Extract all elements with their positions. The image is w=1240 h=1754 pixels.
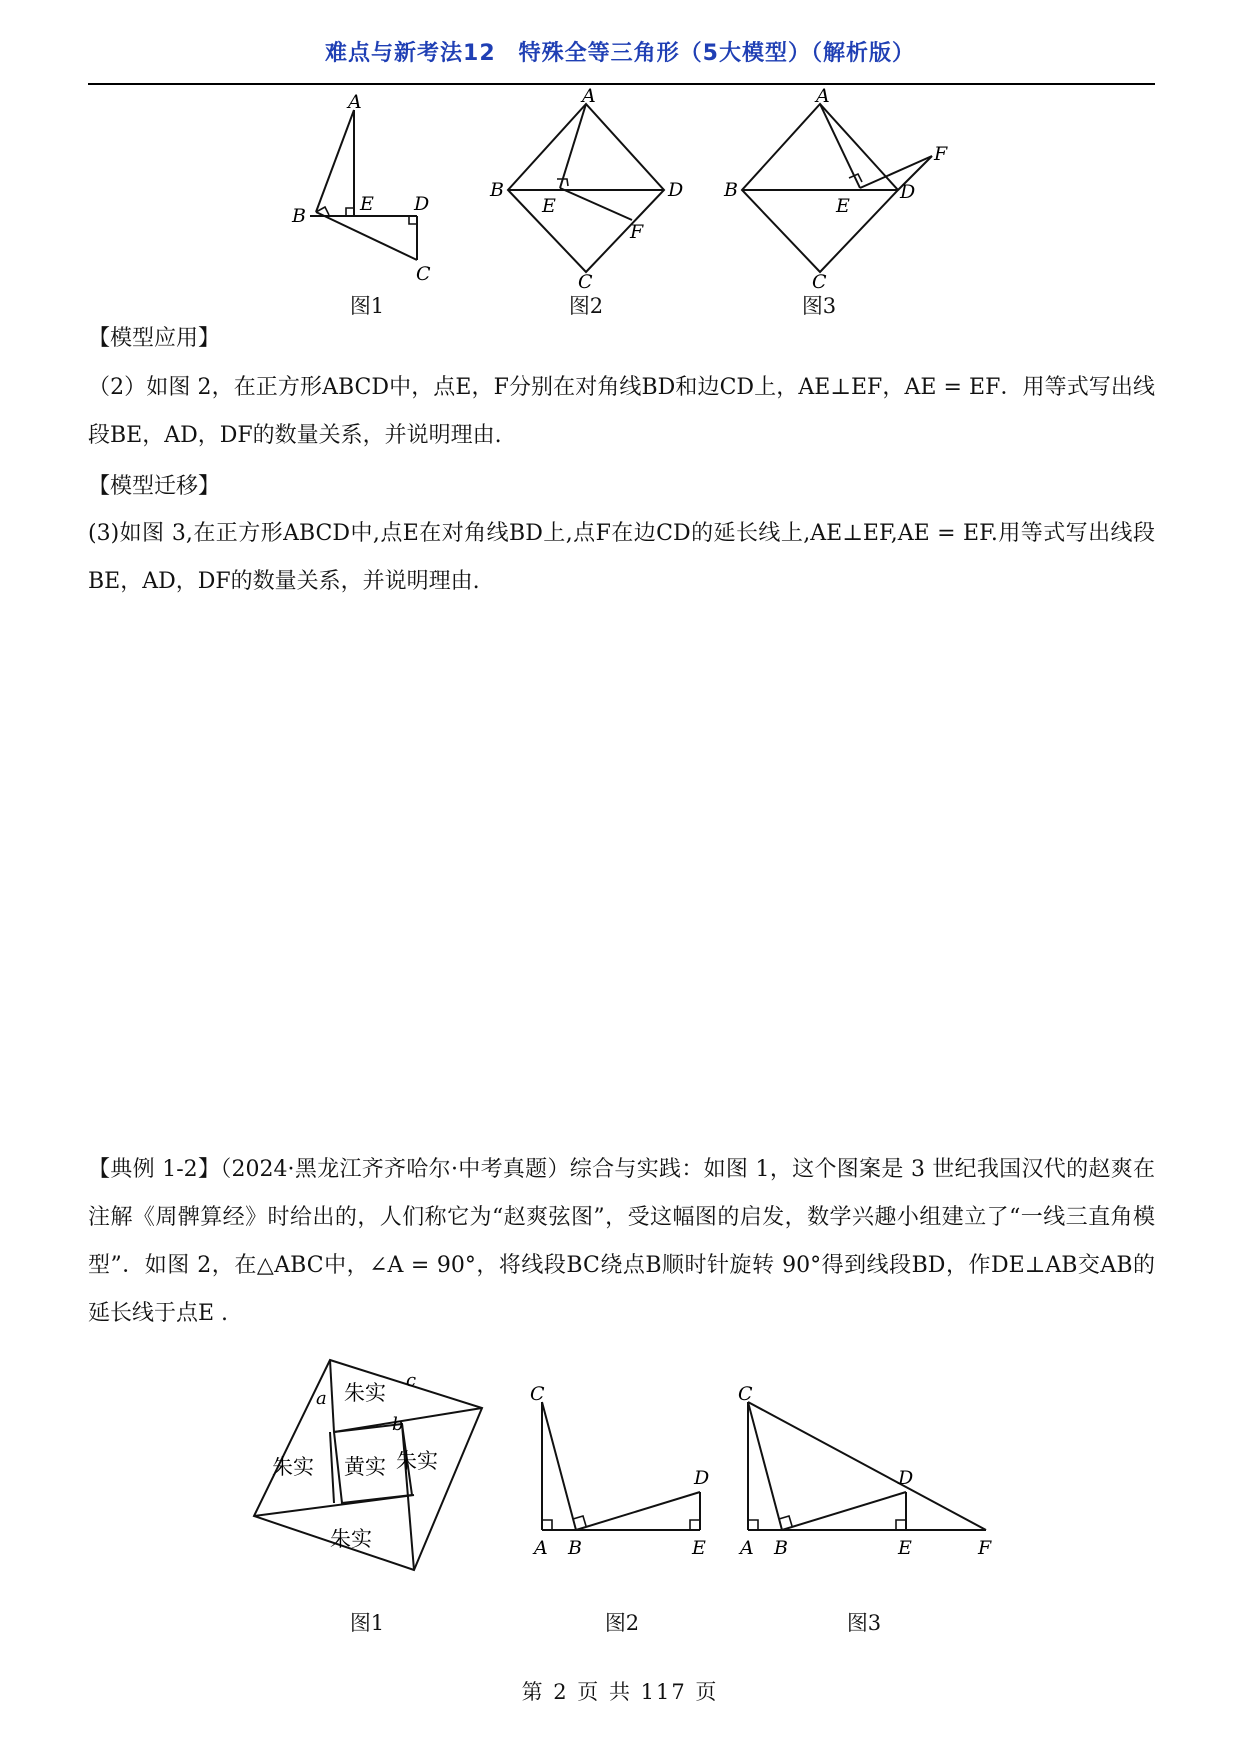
bottom-figure-3	[730, 1380, 1000, 1560]
label-b: b	[392, 1414, 404, 1435]
top-figure-2-diagram	[480, 85, 684, 293]
zhu-shi-top: 朱实	[344, 1381, 386, 1405]
top-figure-1-diagram	[280, 91, 450, 285]
label-D: D	[668, 179, 684, 201]
label-C: C	[812, 271, 827, 293]
label-D: D	[898, 1467, 914, 1489]
section-heading-model-transfer: 【模型迁移】	[88, 474, 221, 499]
label-B: B	[724, 179, 738, 201]
bottom-figure-1-caption: 图1	[349, 1611, 385, 1635]
label-B: B	[490, 179, 504, 201]
label-B: B	[774, 1537, 788, 1559]
label-A: A	[816, 85, 830, 107]
label-C: C	[416, 263, 431, 285]
bottom-figure-3-diagram	[730, 1380, 1000, 1560]
label-E: E	[836, 195, 850, 217]
top-figure-2	[480, 85, 684, 293]
label-B: B	[568, 1537, 582, 1559]
label-A: A	[534, 1537, 548, 1559]
label-F: F	[978, 1537, 992, 1559]
example-1-2-text: 【典例 1-2】（2024·黑龙江齐齐哈尔·中考真题）综合与实践：如图 1，这个图案是 3 世纪我国汉代的赵爽在注解《周髀算经》时给出的，人们称它为“赵爽弦图”，受这幅图的启发，数学兴趣小组建立了“一线三直角模型”．如图 2，在△ABC中，∠A = 90°，将线段BC绕点B顺时针旋转 90°得到线段BD，作DE⊥AB交AB的延长线于点E .	[88, 1157, 1155, 1326]
bottom-figure-3-caption: 图3	[846, 1611, 882, 1635]
question-3-text: (3)如图 3,在正方形ABCD中,点E在对角线BD上,点F在边CD的延长线上,AE⊥EF,AE = EF.用等式写出线段BE，AD，DF的数量关系，并说明理由.	[88, 521, 1155, 594]
zhao-shuang-diagram	[246, 1350, 486, 1590]
label-A: A	[348, 91, 362, 113]
zhu-shi-right: 朱实	[396, 1449, 438, 1473]
huang-shi-center: 黄实	[344, 1455, 386, 1479]
top-figure-2-caption: 图2	[568, 294, 604, 318]
label-C: C	[578, 271, 593, 293]
page-footer: 第 2 页 共 117 页	[521, 1680, 719, 1704]
bottom-figure-2-caption: 图2	[604, 1611, 640, 1635]
zhu-shi-left: 朱实	[272, 1455, 314, 1479]
top-figure-1	[280, 91, 450, 285]
label-E: E	[542, 195, 556, 217]
label-c: c	[406, 1370, 417, 1391]
top-figure-3-diagram	[720, 85, 950, 293]
label-C: C	[738, 1383, 753, 1405]
question-2-text: （2）如图 2，在正方形ABCD中，点E，F分别在对角线BD和边CD上，AE⊥EF，AE = EF．用等式写出线段BE，AD，DF的数量关系，并说明理由.	[88, 375, 1155, 448]
label-D: D	[694, 1467, 710, 1489]
label-F: F	[630, 221, 644, 243]
section-heading-model-apply: 【模型应用】	[88, 326, 221, 351]
label-F: F	[934, 143, 948, 165]
label-a: a	[316, 1388, 327, 1409]
label-E: E	[360, 193, 374, 215]
bottom-figure-2-diagram	[520, 1380, 720, 1560]
bottom-figure-2	[520, 1380, 720, 1560]
top-figure-3-caption: 图3	[801, 294, 837, 318]
label-A: A	[582, 85, 596, 107]
top-figure-3	[720, 85, 950, 293]
page-header-title: 难点与新考法12 特殊全等三角形（5大模型）（解析版）	[325, 41, 915, 66]
label-B: B	[292, 205, 306, 227]
label-E: E	[692, 1537, 706, 1559]
header-rule	[88, 83, 1155, 85]
top-figure-1-caption: 图1	[349, 294, 385, 318]
label-E: E	[898, 1537, 912, 1559]
label-A: A	[740, 1537, 754, 1559]
label-D: D	[900, 181, 916, 203]
zhu-shi-bottom: 朱实	[330, 1527, 372, 1551]
label-D: D	[414, 193, 430, 215]
label-C: C	[530, 1383, 545, 1405]
bottom-figure-1	[246, 1350, 486, 1590]
